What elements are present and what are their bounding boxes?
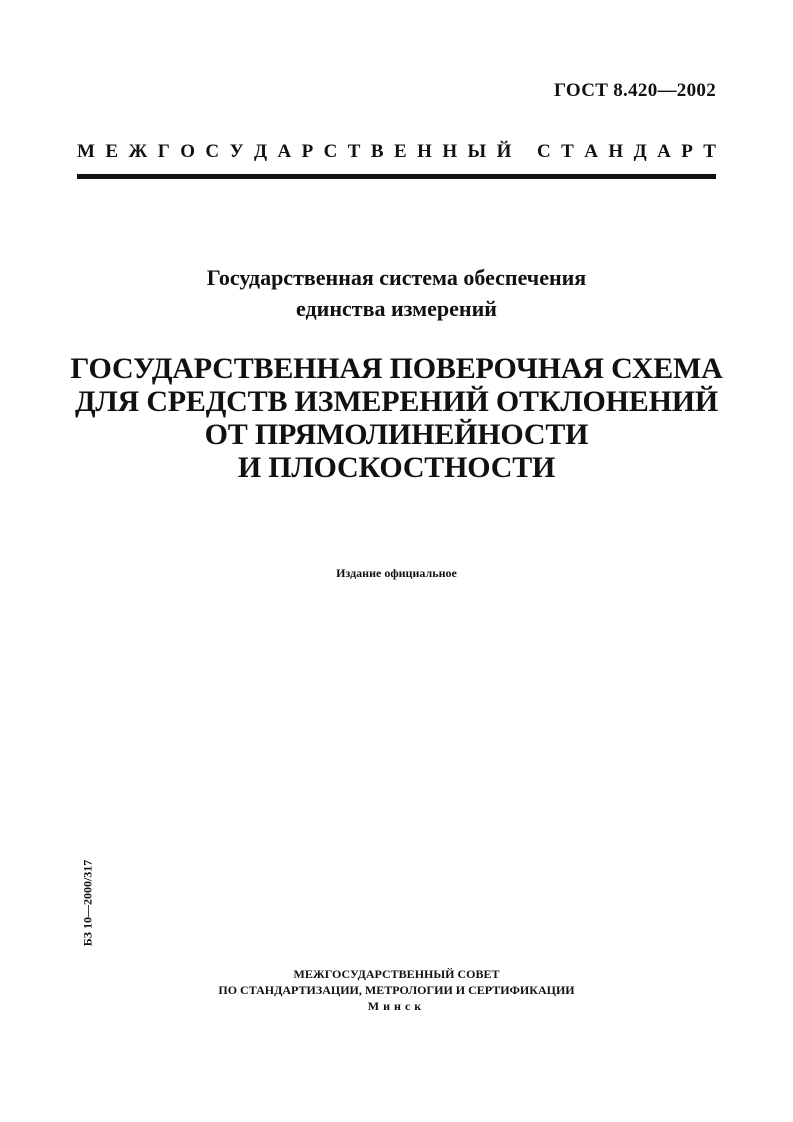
header-letter: Е [105,141,119,162]
header-letter: Й [496,141,512,162]
publisher-line: ПО СТАНДАРТИЗАЦИИ, МЕТРОЛОГИИ И СЕРТИФИКАЦИИ [218,983,575,997]
title-line: И ПЛОСКОСТНОСТИ [237,451,556,484]
header-letter: Д [633,141,647,162]
header-letter: Т [703,141,716,162]
header-word-gap [522,141,527,163]
header-letter: Р [681,141,693,162]
header-letter: Г [157,141,170,162]
header-letter: С [536,141,551,162]
header-letter: А [277,141,292,162]
header-letter: О [180,141,195,162]
title-line: ГОСУДАРСТВЕННАЯ ПОВЕРОЧНАЯ СХЕМА [70,352,723,385]
publisher-city: Минск [367,999,426,1013]
header-letter: А [657,141,671,162]
header-letter: Н [442,141,458,162]
header-letter: Ж [128,141,148,162]
header-letter: А [584,141,598,162]
title-line: ОТ ПРЯМОЛИНЕЙНОСТИ [204,418,589,451]
title-line: ДЛЯ СРЕДСТВ ИЗМЕРЕНИЙ ОТКЛОНЕНИЙ [74,385,719,418]
header-letter: С [323,141,338,162]
edition-note: Издание официальное [336,566,457,580]
header-letter: М [77,141,95,162]
header-letter: Н [417,141,432,162]
header-rule [77,174,716,179]
series-title [0,262,793,324]
header-letter: Н [608,141,624,162]
standard-type-header [77,141,716,163]
series-line: единства измерений [296,296,497,321]
series-line: Государственная система обеспечения [206,265,587,290]
header-letter: В [370,141,384,162]
header-letter: С [205,141,220,162]
document-title [0,352,793,484]
side-code: БЗ 10—2000/317 [80,859,95,947]
header-letter: Т [561,141,574,162]
publisher-line: МЕЖГОСУДАРСТВЕННЫЙ СОВЕТ [293,967,500,981]
header-letter: Д [253,141,268,162]
header-letter: Т [347,141,361,162]
header-letter: Е [394,141,407,162]
header-letter: Ы [467,141,487,162]
publisher-block [0,966,793,1014]
gost-number: ГОСТ 8.420—2002 [553,80,716,101]
header-letter: Р [301,141,314,162]
header-letter: У [229,141,244,162]
